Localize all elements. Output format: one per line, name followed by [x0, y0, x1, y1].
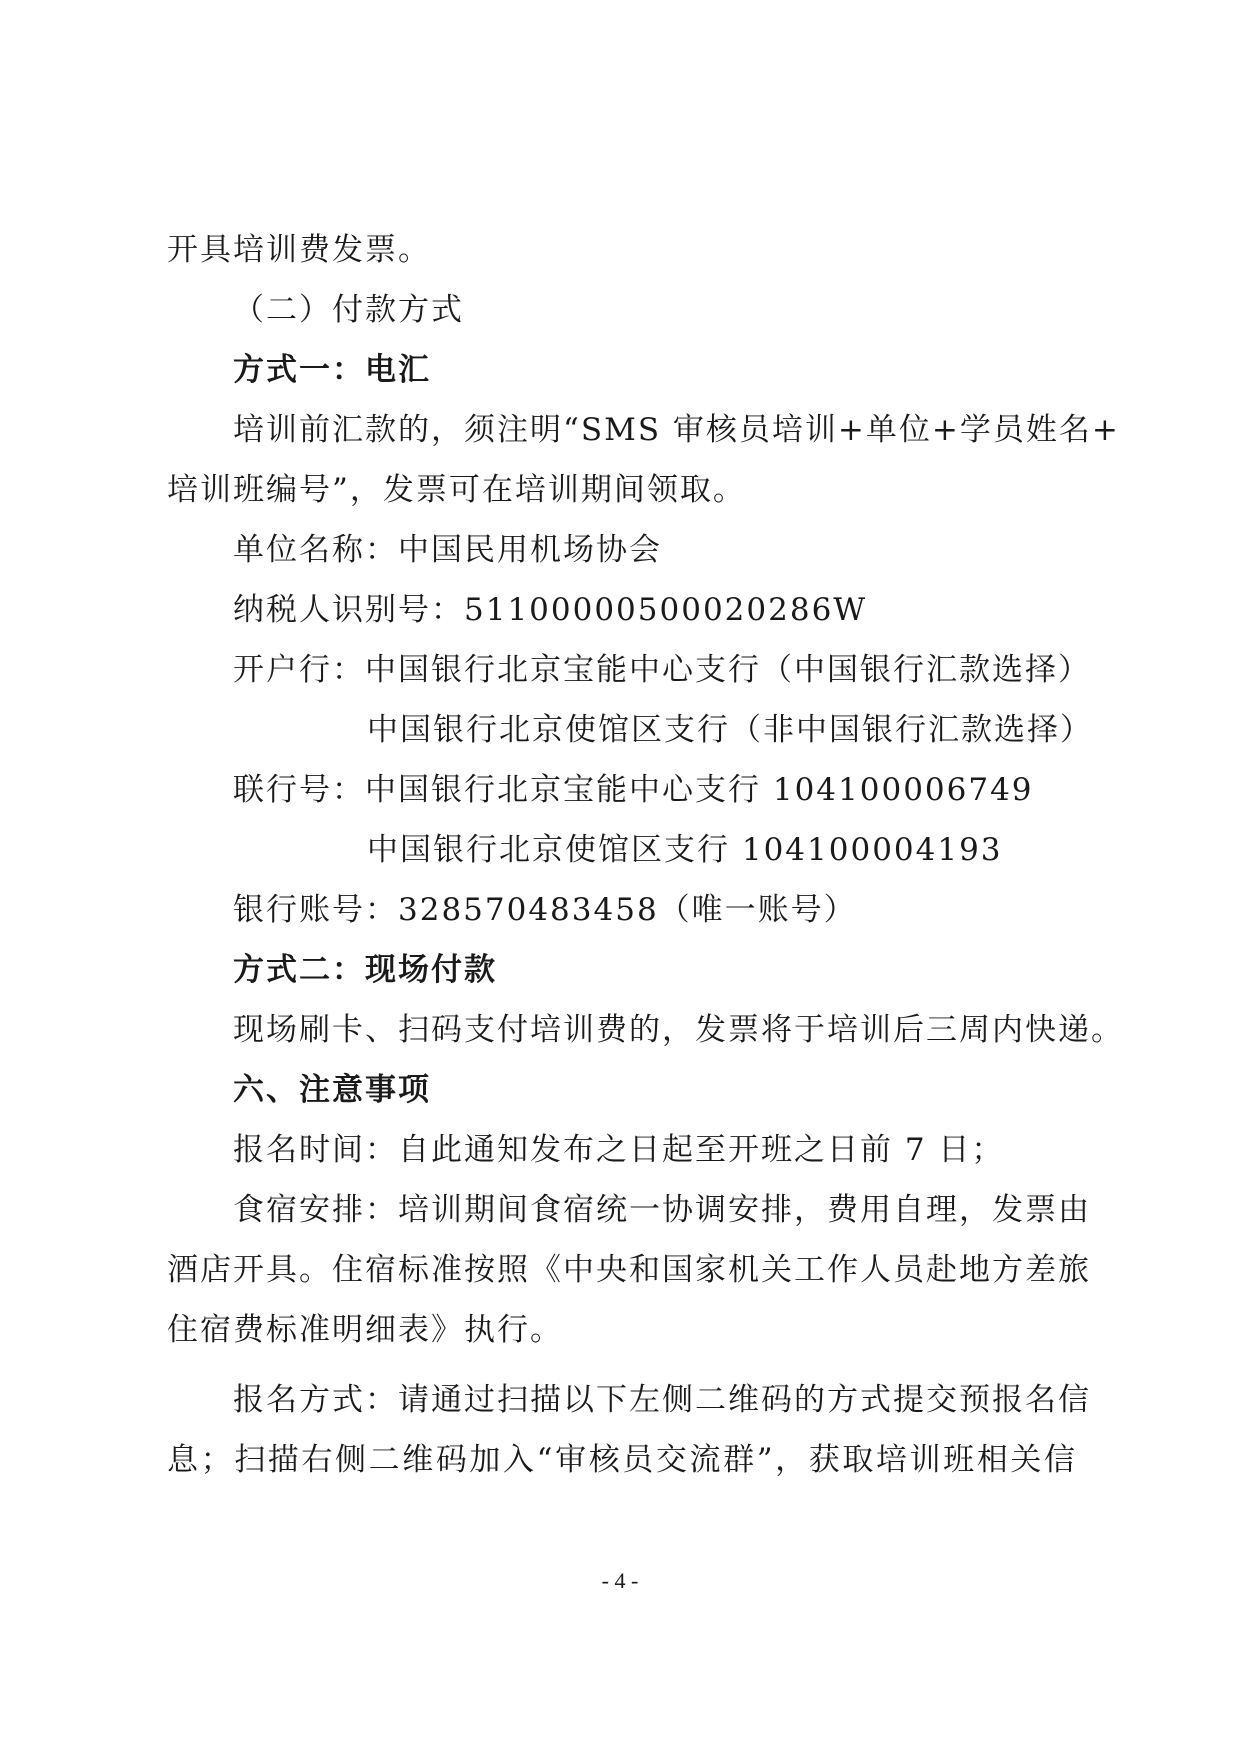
unit-name-line: 单位名称：中国民用机场协会 [233, 532, 662, 568]
registration-time-line: 报名时间：自此通知发布之日起至开班之日前 7 日； [233, 1132, 1005, 1168]
taxpayer-id-line: 纳税人识别号：51100000500020286W [233, 592, 868, 628]
bank-branch-line1: 开户行：中国银行北京宝能中心支行（中国银行汇款选择） [233, 652, 1091, 688]
accommodation-line3: 住宿费标准明细表》执行。 [167, 1312, 563, 1348]
clearing-number-line2: 中国银行北京使馆区支行 104100004193 [367, 832, 1003, 868]
registration-method-line1: 报名方式：请通过扫描以下左侧二维码的方式提交预报名信 [233, 1382, 1091, 1418]
heading-method-two: 方式二：现场付款 [233, 952, 497, 988]
paragraph-invoice-continuation: 开具培训费发票。 [167, 232, 431, 268]
bank-branch-line2: 中国银行北京使馆区支行（非中国银行汇款选择） [367, 712, 1093, 748]
heading-method-one: 方式一：电汇 [233, 352, 431, 388]
subheading-payment-methods: （二）付款方式 [233, 292, 464, 328]
onsite-payment-line: 现场刷卡、扫码支付培训费的，发票将于培训后三周内快递。 [233, 1012, 1124, 1048]
page-number: - 4 - [601, 1568, 639, 1593]
clearing-number-line1: 联行号：中国银行北京宝能中心支行 104100006749 [233, 772, 1034, 808]
accommodation-line1: 食宿安排：培训期间食宿统一协调安排，费用自理，发票由 [233, 1192, 1091, 1228]
registration-method-line2: 息；扫描右侧二维码加入“审核员交流群”，获取培训班相关信 [167, 1442, 1077, 1478]
accommodation-line2: 酒店开具。住宿标准按照《中央和国家机关工作人员赴地方差旅 [167, 1252, 1091, 1288]
paragraph-remittance-note-line2: 培训班编号”，发票可在培训期间领取。 [167, 472, 746, 508]
paragraph-remittance-note-line1: 培训前汇款的，须注明“SMS 审核员培训+单位+学员姓名+ [233, 412, 1120, 448]
heading-notes: 六、注意事项 [233, 1072, 431, 1108]
bank-account-line: 银行账号：328570483458（唯一账号） [233, 892, 857, 928]
